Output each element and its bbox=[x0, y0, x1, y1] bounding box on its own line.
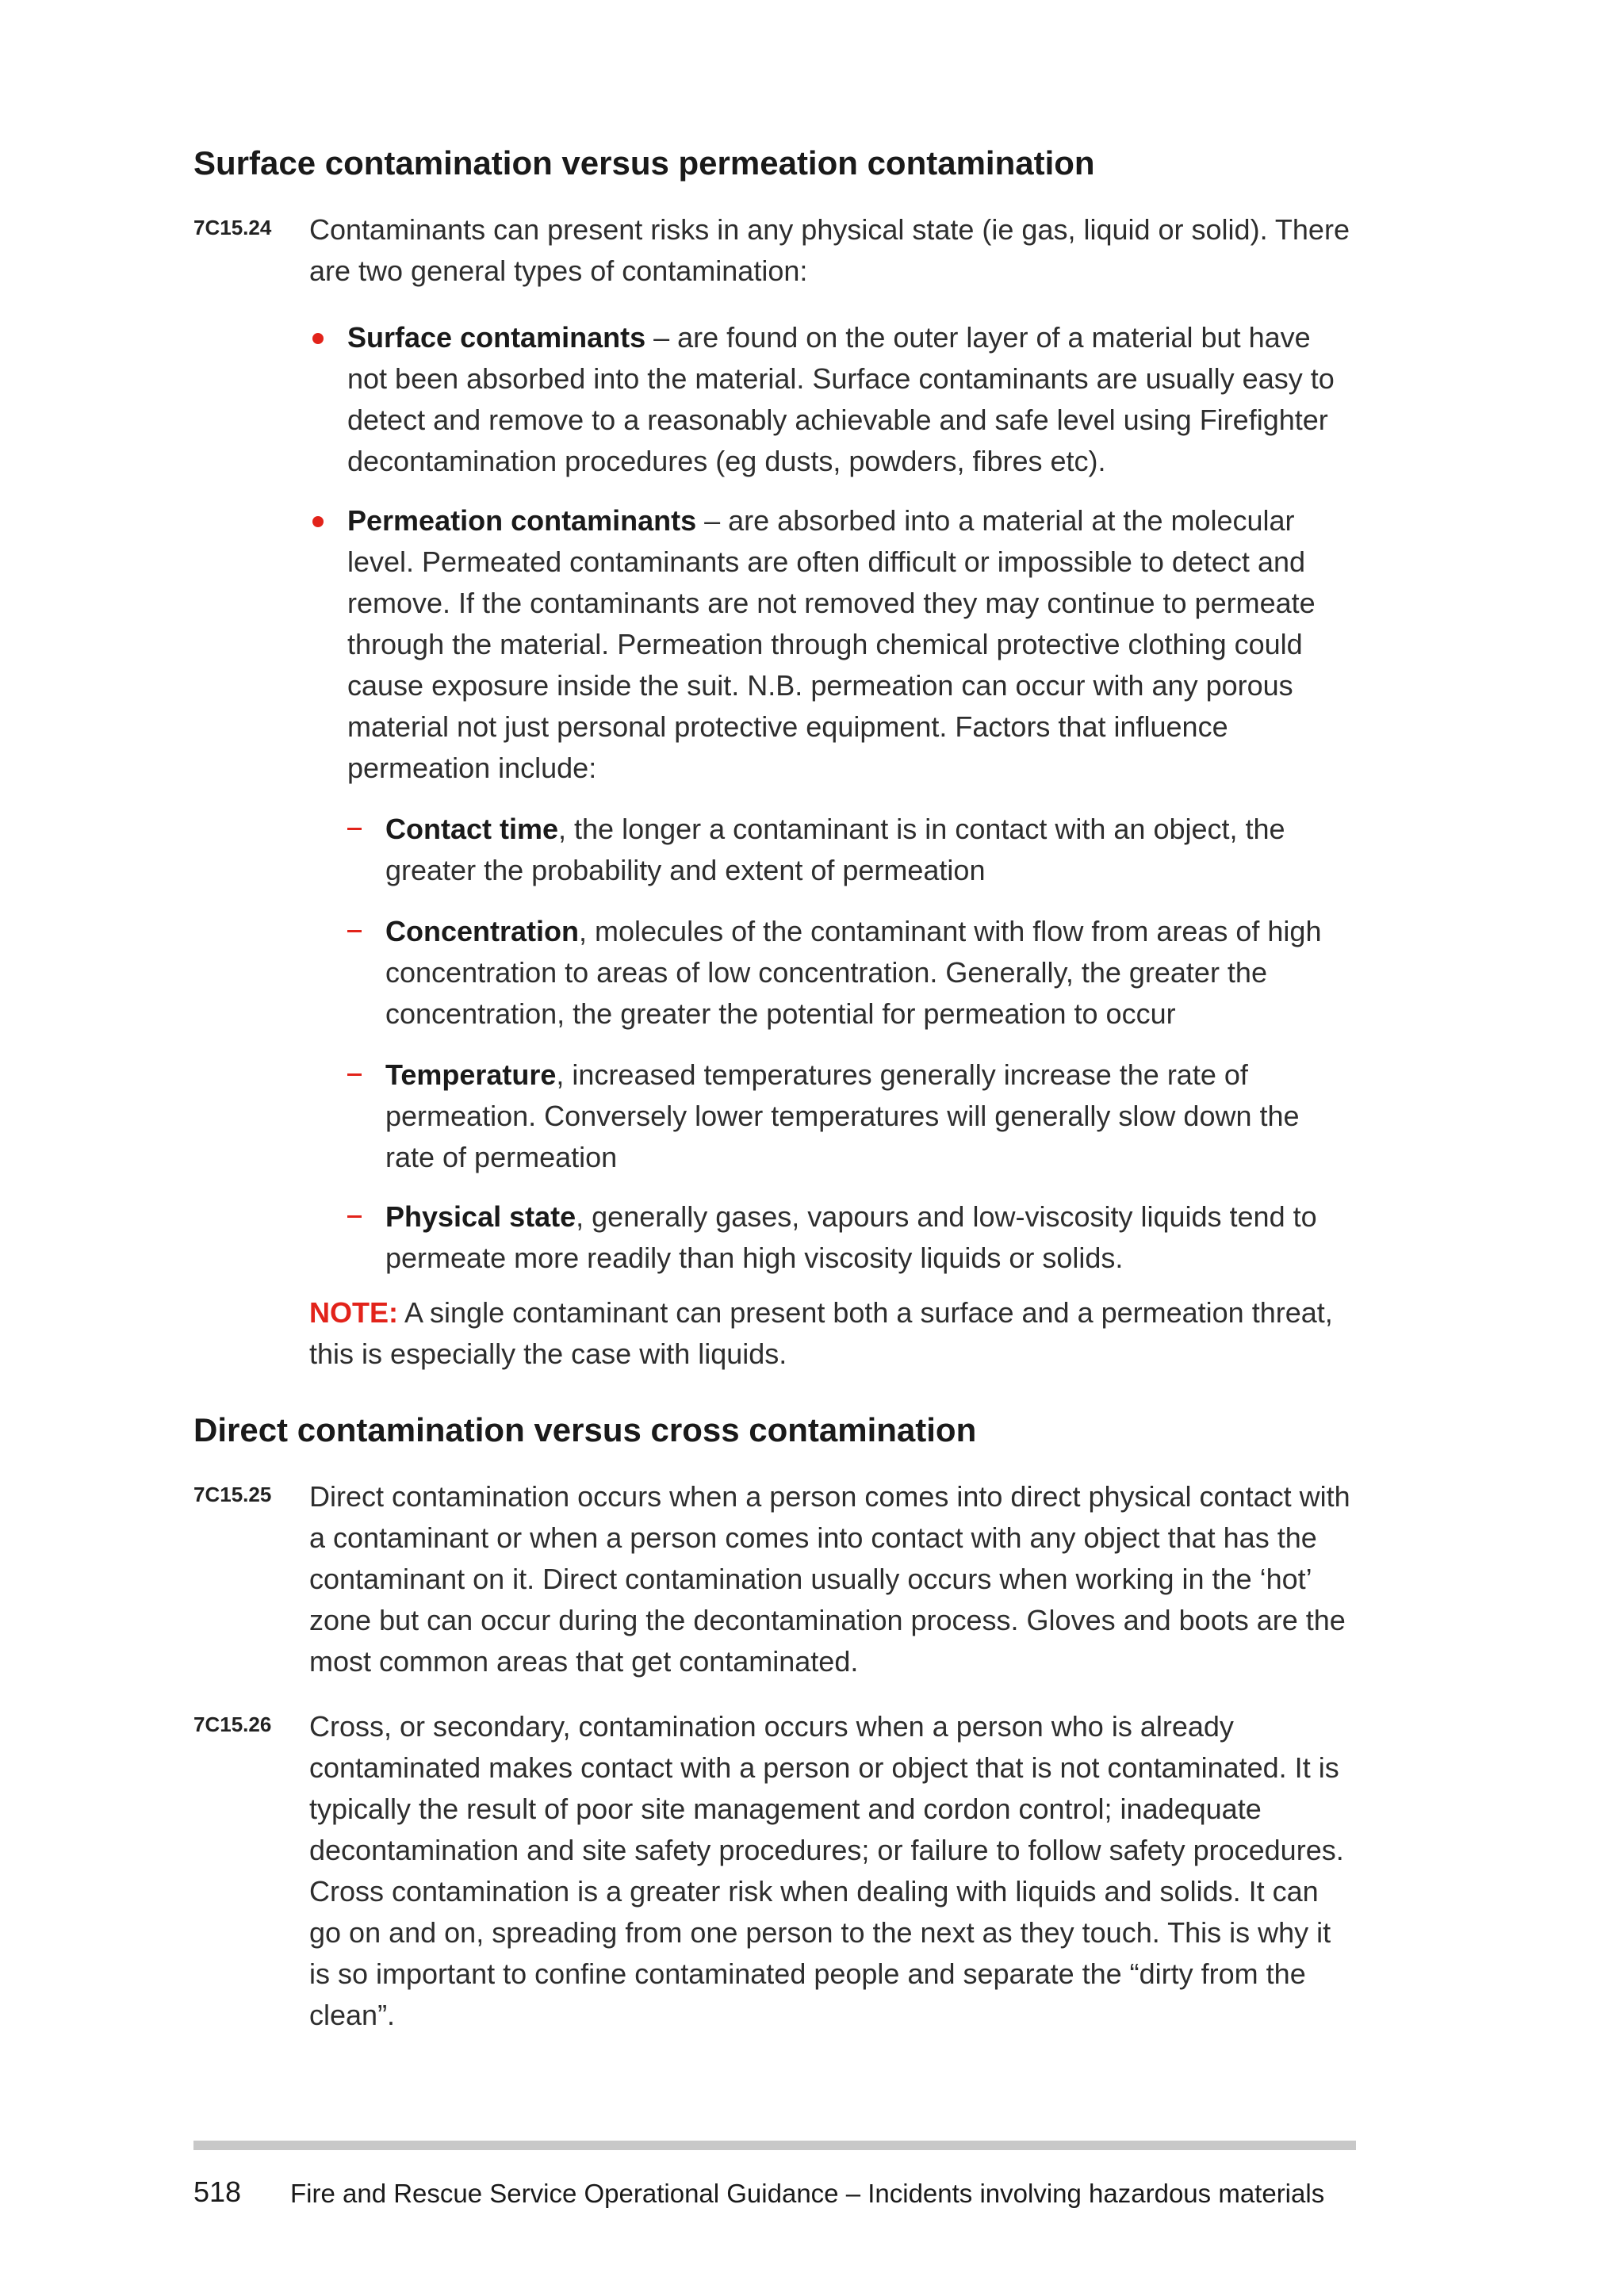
factor-text: , molecules of the contaminant with flow from areas of high concentration to areas of low concentration. Generally, the greater the concentration, the greater the potential for permeation to occur bbox=[385, 915, 1322, 1030]
paragraph-7c15-25 bbox=[193, 1476, 1356, 1682]
sub-item-concentration bbox=[347, 911, 1356, 1035]
dash-icon bbox=[347, 930, 362, 932]
paragraph-text: Contaminants can present risks in any physical state (ie gas, liquid or solid). There are two general types of contamination: bbox=[309, 213, 1350, 287]
paragraph-number: 7C15.26 bbox=[193, 1712, 272, 1736]
bullet-term: Surface contaminants bbox=[347, 321, 646, 354]
sub-item-contact-time bbox=[347, 809, 1356, 891]
dash-icon bbox=[347, 1073, 362, 1076]
page-number: 518 bbox=[193, 2175, 242, 2208]
footer-document-title: Fire and Rescue Service Operational Guidance – Incidents involving hazardous materials bbox=[290, 2179, 1325, 2208]
footer-divider bbox=[193, 2141, 1356, 2150]
factor-term: Concentration bbox=[385, 915, 580, 947]
paragraph-text: Direct contamination occurs when a person comes into direct physical contact with a contaminant or when a person comes into contact with any object that has the contaminant on it. Direct contamination usually occurs when working in the ‘hot’ zone but can occur during the decontamination process. Gloves and boots are the most common areas that get contaminated. bbox=[309, 1480, 1350, 1678]
factor-term: Temperature bbox=[385, 1058, 557, 1091]
paragraph-7c15-26 bbox=[193, 1706, 1356, 2036]
list-item-surface-contaminants bbox=[309, 317, 1356, 482]
paragraph-7c15-24 bbox=[193, 209, 1356, 292]
factor-text: , increased temperatures generally increase the rate of permeation. Conversely lower temperatures will generally slow down the rate of permeation bbox=[385, 1058, 1300, 1173]
bullet-dot-icon bbox=[312, 516, 324, 527]
bullet-term: Permeation contaminants bbox=[347, 504, 697, 537]
note-block bbox=[309, 1292, 1356, 1375]
section-heading-surface-vs-permeation: Surface contamination versus permeation contamination bbox=[193, 144, 1095, 182]
list-item-permeation-contaminants bbox=[309, 500, 1356, 789]
factor-term: Contact time bbox=[385, 813, 559, 845]
paragraph-text: Cross, or secondary, contamination occurs when a person who is already contaminated makes contact with a person or object that is not contaminated. It is typically the result of poor site management and cordon control; inadequate decontamination and site safety procedures; or failure to follow safety procedures. Cross contamination is a greater risk when dealing with liquids and solids. It can go on and on, spreading from one person to the next as they touch. This is why it is so important to confine contaminated people and separate the “dirty from the clean”. bbox=[309, 1710, 1344, 2031]
bullet-text: – are found on the outer layer of a material but have not been absorbed into the material. Surface contaminants are usually easy to detect and remove to a reasonably achievable and safe level using Firefighter decontamination procedures (eg dusts, powders, fibres etc). bbox=[347, 321, 1335, 477]
paragraph-number: 7C15.25 bbox=[193, 1483, 272, 1506]
factor-text: , the longer a contaminant is in contact with an object, the greater the probability and extent of permeation bbox=[385, 813, 1285, 886]
note-text: A single contaminant can present both a surface and a permeation threat, this is especially the case with liquids. bbox=[309, 1296, 1333, 1370]
paragraph-number: 7C15.24 bbox=[193, 216, 272, 239]
dash-icon bbox=[347, 1215, 362, 1218]
factor-term: Physical state bbox=[385, 1200, 576, 1233]
section-heading-direct-vs-cross: Direct contamination versus cross contamination bbox=[193, 1411, 977, 1448]
sub-item-temperature bbox=[347, 1054, 1356, 1178]
note-label: NOTE: bbox=[309, 1296, 398, 1329]
factor-text: , generally gases, vapours and low-viscosity liquids tend to permeate more readily than high viscosity liquids or solids. bbox=[385, 1200, 1317, 1274]
dash-icon bbox=[347, 828, 362, 830]
sub-item-physical-state bbox=[347, 1196, 1356, 1279]
bullet-text: – are absorbed into a material at the molecular level. Permeated contaminants are often difficult or impossible to detect and remove. If the contaminants are not removed they may continue to permeate through the material. Permeation through chemical protective clothing could cause exposure inside the suit. N.B. permeation can occur with any porous material not just personal protective equipment. Factors that influence permeation include: bbox=[347, 504, 1316, 784]
bullet-dot-icon bbox=[312, 333, 324, 344]
